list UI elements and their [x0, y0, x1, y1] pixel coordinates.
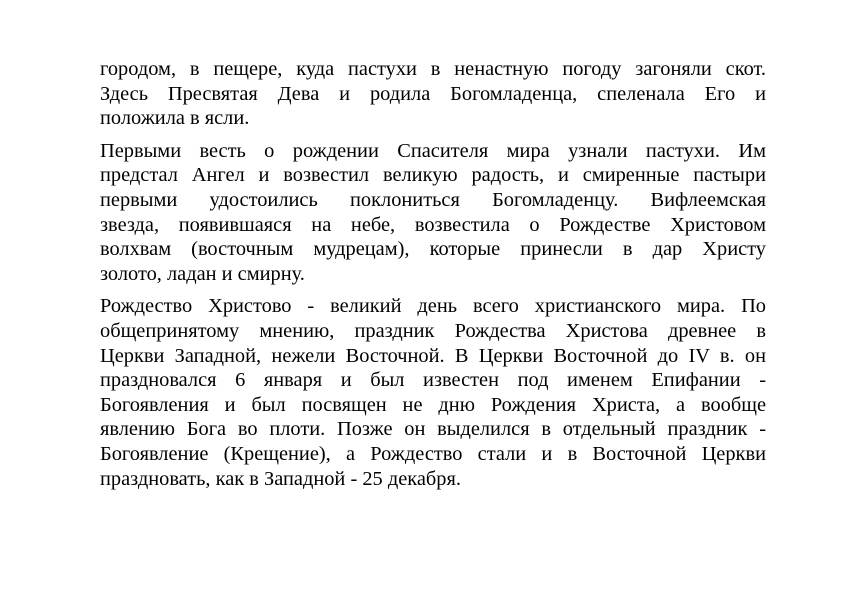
text-line: праздновался 6 января и был известен под именем Епифании - [100, 369, 766, 392]
text-line: первыми удостоились поклониться Богомладенцу. Вифлеемская [100, 188, 766, 211]
text-line: Богоявление (Крещение), а Рождество стали и в Восточной Церкви [100, 442, 766, 465]
text-line: общепринятому мнению, праздник Рождества Христова древнее в [100, 319, 766, 342]
paragraph-3 [100, 294, 766, 491]
text-line: положила в ясли. [100, 107, 250, 130]
text-line: Первыми весть о рождении Спасителя мира узнали пастухи. Им [100, 139, 766, 162]
paragraph-1 [100, 57, 766, 131]
text-line: Здесь Пресвятая Дева и родила Богомладенца, спеленала Его и [100, 82, 766, 105]
text-line: Церкви Западной, нежели Восточной. В Церкви Восточной до IV в. он [100, 344, 766, 367]
text-line: волхвам (восточным мудрецам), которые принесли в дар Христу [100, 238, 766, 261]
text-line: предстал Ангел и возвестил великую радость, и смиренные пастыри [100, 164, 766, 187]
document-page [100, 57, 766, 499]
text-line: золото, ладан и смирну. [100, 262, 305, 285]
text-line: Богоявления и был посвящен не дню Рождения Христа, а вообще [100, 393, 766, 416]
text-line: звезда, появившаяся на небе, возвестила о Рождестве Христовом [100, 213, 766, 236]
text-line: Рождество Христово - великий день всего христианского мира. По [100, 295, 766, 318]
text-line: городом, в пещере, куда пастухи в ненастную погоду загоняли скот. [100, 58, 766, 80]
text-line: явлению Бога во плоти. Позже он выделился в отдельный праздник - [100, 418, 766, 441]
text-line: праздновать, как в Западной - 25 декабря. [100, 467, 461, 490]
paragraph-2 [100, 139, 766, 287]
